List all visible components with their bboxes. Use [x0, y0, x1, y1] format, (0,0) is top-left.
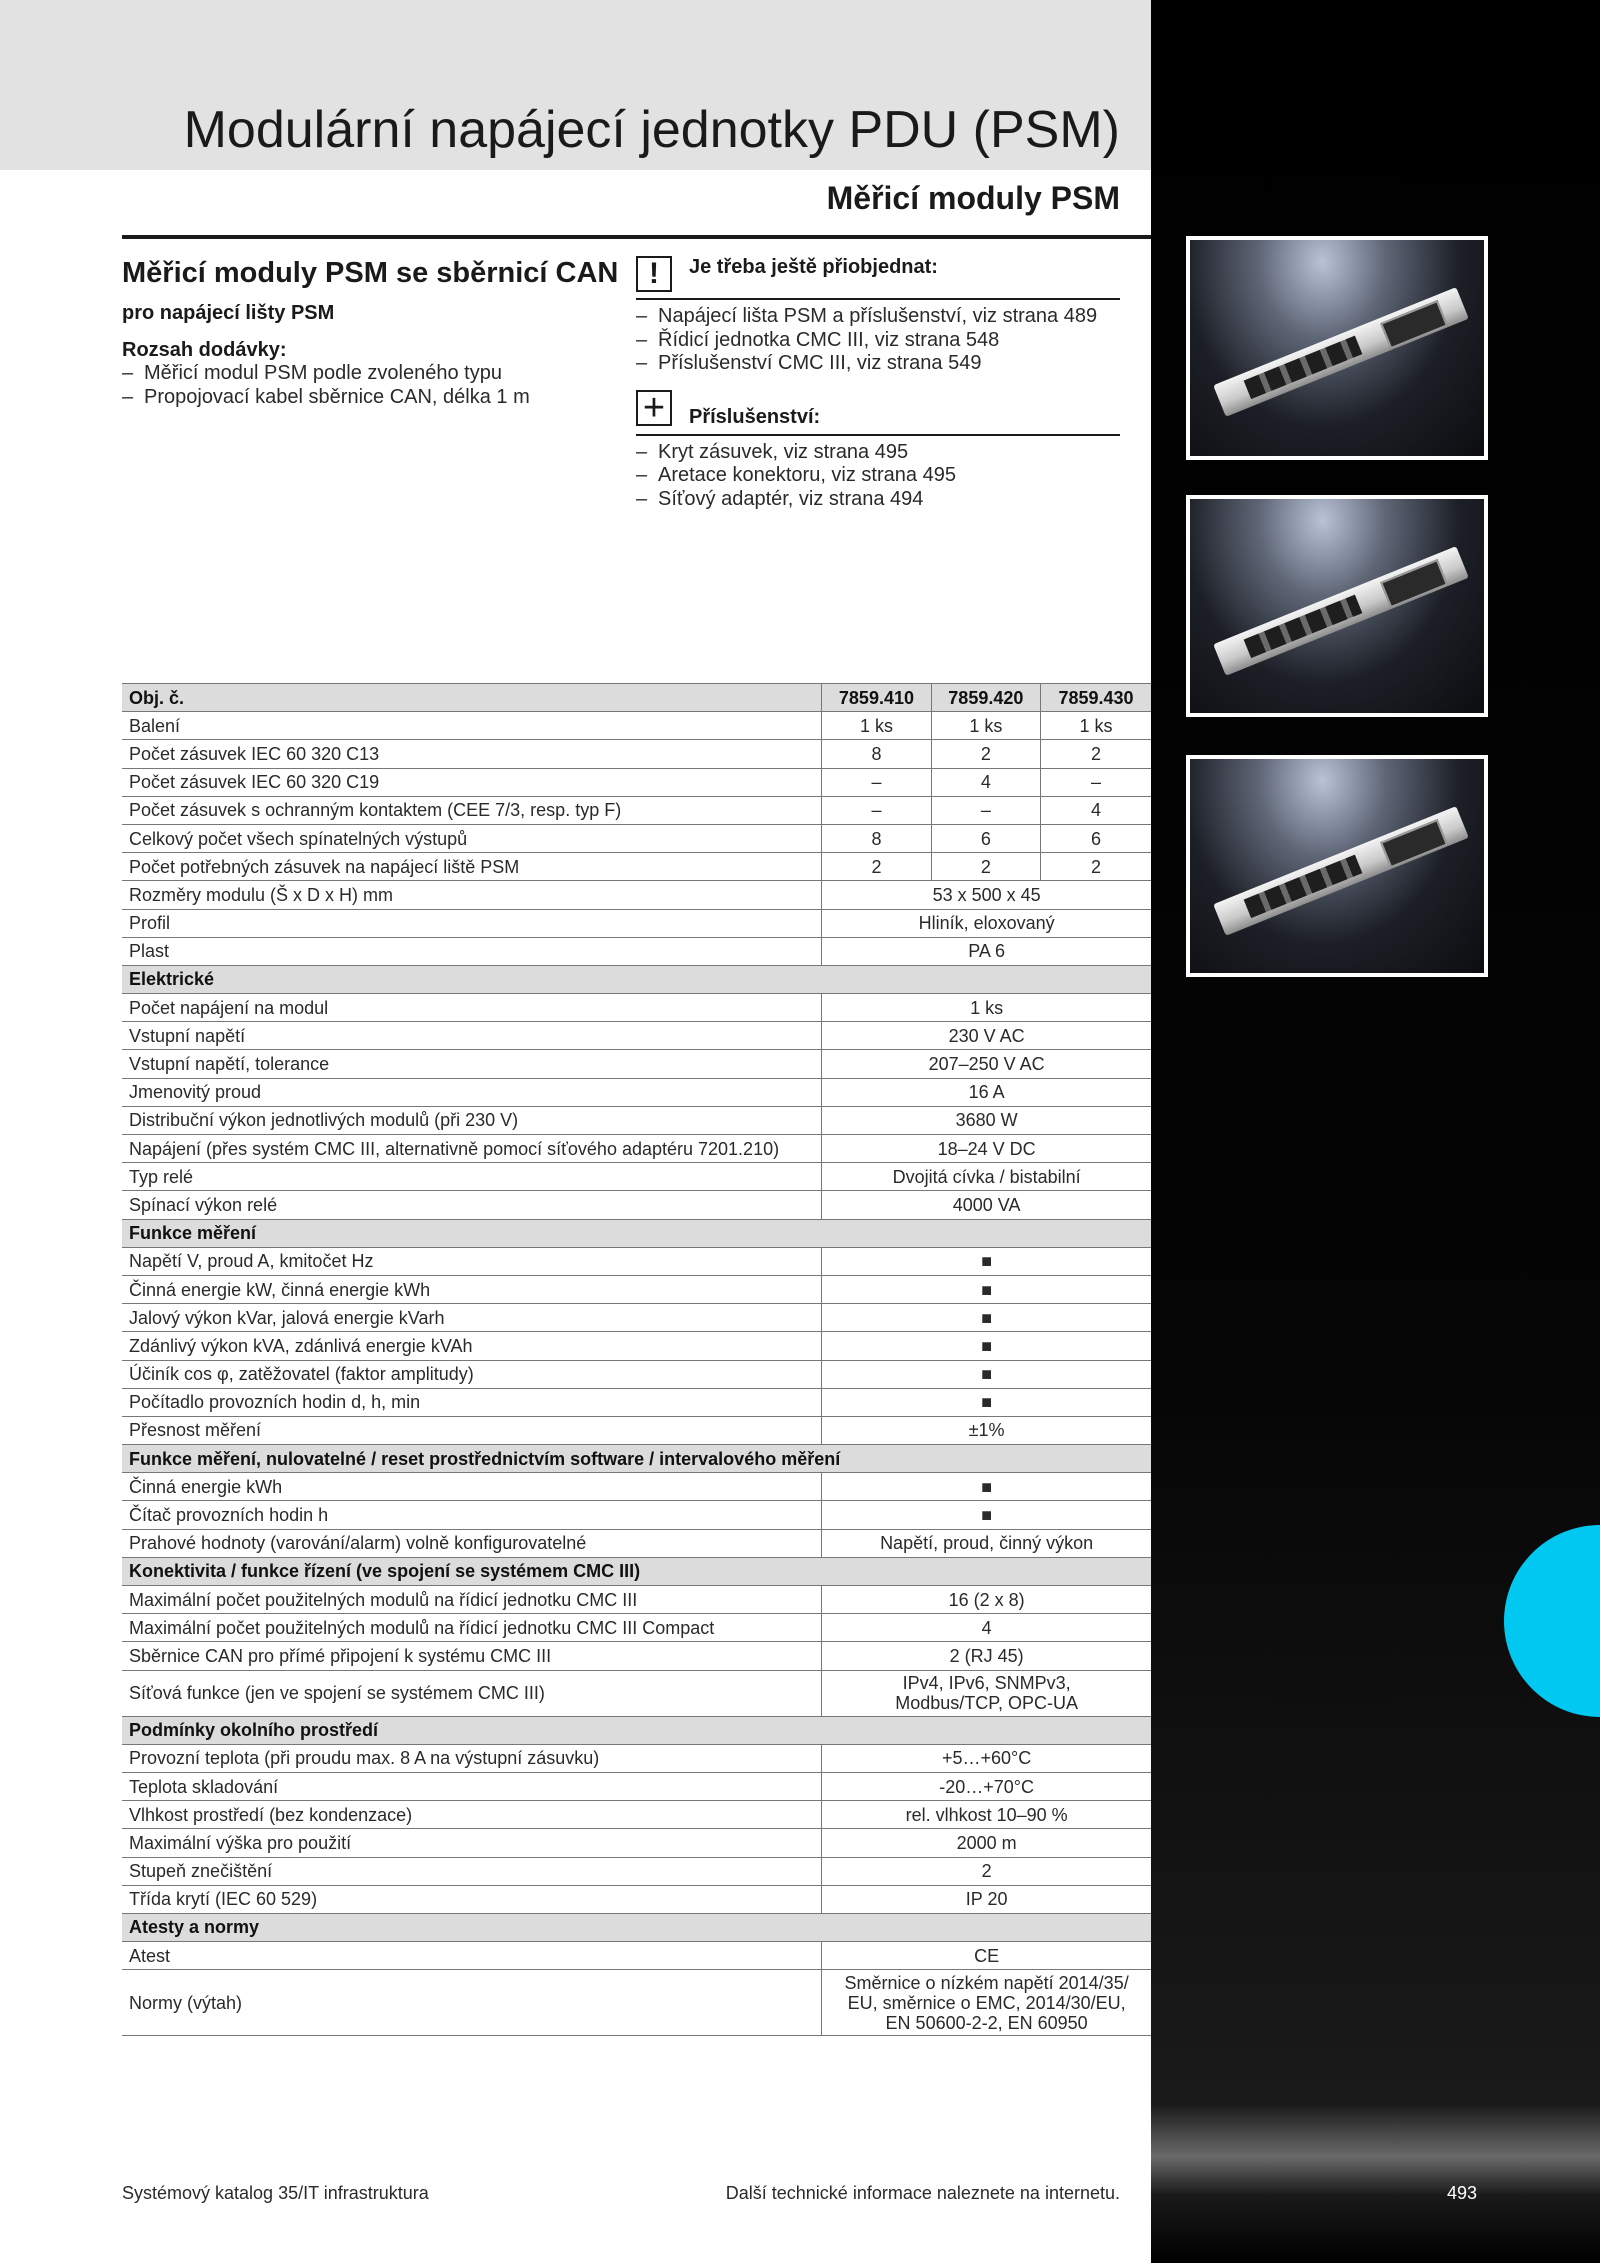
table-row: [122, 712, 1151, 740]
table-cell: 7859.420: [931, 684, 1040, 712]
table-cell: Prahové hodnoty (varování/alarm) volně konfigurovatelné: [122, 1529, 822, 1557]
table-cell: rel. vlhkost 10–90 %: [822, 1801, 1151, 1829]
table-cell: Počet zásuvek IEC 60 320 C19: [122, 768, 822, 796]
table-row: [122, 796, 1151, 824]
table-row: [122, 1106, 1151, 1134]
table-cell: Počet zásuvek s ochranným kontaktem (CEE 7/3, resp. typ F): [122, 796, 822, 824]
table-cell: Balení: [122, 712, 822, 740]
table-cell: ■: [822, 1360, 1151, 1388]
table-cell: PA 6: [822, 937, 1151, 965]
page-title: Modulární napájecí jednotky PDU (PSM): [183, 101, 1120, 159]
table-cell: 1 ks: [822, 994, 1151, 1022]
table-cell: 4: [822, 1614, 1151, 1642]
table-row: [122, 1275, 1151, 1303]
table-cell: ■: [822, 1332, 1151, 1360]
list-item: – Aretace konektoru, viz strana 495: [636, 464, 1120, 488]
accessories-box-title: Příslušenství:: [689, 405, 821, 428]
table-cell: Maximální výška pro použití: [122, 1829, 822, 1857]
order-list: [636, 305, 1120, 376]
table-row: [122, 1135, 1151, 1163]
table-cell: 2: [822, 1857, 1151, 1885]
table-cell: Funkce měření, nulovatelné / reset prostřednictvím software / intervalového měření: [122, 1445, 1151, 1473]
table-cell: 4000 VA: [822, 1191, 1151, 1219]
table-row: [122, 1614, 1151, 1642]
table-row: [122, 1473, 1151, 1501]
order-notes: [636, 256, 1120, 511]
table-row: [122, 1247, 1151, 1275]
table-row: [122, 853, 1151, 881]
pdu-strip-image: [1213, 287, 1469, 417]
table-cell: 230 V AC: [822, 1022, 1151, 1050]
table-cell: Počet napájení na modul: [122, 994, 822, 1022]
list-item: – Příslušenství CMC III, viz strana 549: [636, 352, 1120, 376]
accessories-list: [636, 441, 1120, 512]
table-row: [122, 740, 1151, 768]
order-box-title: Je třeba ještě přiobjednat:: [689, 256, 938, 278]
table-cell: 2: [1041, 853, 1151, 881]
table-cell: 2: [931, 853, 1040, 881]
cell-line: EU, směrnice o EMC, 2014/30/EU,: [847, 1992, 1126, 2013]
list-item: – Kryt zásuvek, viz strana 495: [636, 441, 1120, 465]
table-row: [122, 909, 1151, 937]
table-row: [122, 1744, 1151, 1772]
table-row: [122, 824, 1151, 852]
table-row: [122, 994, 1151, 1022]
table-cell: Přesnost měření: [122, 1416, 822, 1444]
table-cell: Počet zásuvek IEC 60 320 C13: [122, 740, 822, 768]
table-cell: 2: [822, 853, 931, 881]
table-header-row: [122, 684, 1151, 712]
table-cell: 18–24 V DC: [822, 1135, 1151, 1163]
table-cell: [822, 1970, 1151, 2036]
table-cell: 6: [931, 824, 1040, 852]
table-row: [122, 1360, 1151, 1388]
table-row: [122, 1416, 1151, 1444]
table-cell: 1 ks: [1041, 712, 1151, 740]
table-cell: Normy (výtah): [122, 1970, 822, 2036]
table-cell: Stupeň znečištění: [122, 1857, 822, 1885]
scope-heading: Rozsah dodávky:: [122, 339, 287, 361]
table-cell: Sběrnice CAN pro přímé připojení k systému CMC III: [122, 1642, 822, 1670]
table-row: [122, 1772, 1151, 1800]
table-cell: Distribuční výkon jednotlivých modulů (při 230 V): [122, 1106, 822, 1134]
table-cell: –: [931, 796, 1040, 824]
table-cell: 7859.430: [1041, 684, 1151, 712]
table-section-row: [122, 1716, 1151, 1744]
table-cell: Celkový počet všech spínatelných výstupů: [122, 824, 822, 852]
table-cell: –: [1041, 768, 1151, 796]
table-cell: Síťová funkce (jen ve spojení se systémem CMC III): [122, 1670, 822, 1716]
table-cell: 3680 W: [822, 1106, 1151, 1134]
table-cell: ■: [822, 1247, 1151, 1275]
table-cell: Činná energie kWh: [122, 1473, 822, 1501]
table-cell: 53 x 500 x 45: [822, 881, 1151, 909]
table-row: [122, 937, 1151, 965]
table-cell: 2 (RJ 45): [822, 1642, 1151, 1670]
table-section-row: [122, 965, 1151, 993]
table-row: [122, 1332, 1151, 1360]
table-row: [122, 1050, 1151, 1078]
scope-list: [122, 362, 622, 409]
table-section-row: [122, 1557, 1151, 1585]
table-cell: Vstupní napětí: [122, 1022, 822, 1050]
table-cell: Atest: [122, 1942, 822, 1970]
table-cell: ■: [822, 1388, 1151, 1416]
table-cell: Počítadlo provozních hodin d, h, min: [122, 1388, 822, 1416]
table-cell: Vlhkost prostředí (bez kondenzace): [122, 1801, 822, 1829]
table-cell: 2: [931, 740, 1040, 768]
table-cell: Jalový výkon kVar, jalová energie kVarh: [122, 1304, 822, 1332]
table-cell: 1 ks: [931, 712, 1040, 740]
table-cell: 6: [1041, 824, 1151, 852]
footer-catalog: Systémový katalog 35/IT infrastruktura: [122, 2183, 429, 2203]
table-cell: Dvojitá cívka / bistabilní: [822, 1163, 1151, 1191]
table-row: [122, 1801, 1151, 1829]
table-cell: 8: [822, 740, 931, 768]
plus-icon: +: [636, 390, 672, 426]
table-row: [122, 768, 1151, 796]
table-cell: Zdánlivý výkon kVA, zdánlivá energie kVAh: [122, 1332, 822, 1360]
table-cell: Spínací výkon relé: [122, 1191, 822, 1219]
table-row: [122, 1857, 1151, 1885]
table-cell: Profil: [122, 909, 822, 937]
table-cell: Maximální počet použitelných modulů na řídicí jednotku CMC III: [122, 1586, 822, 1614]
table-row: [122, 1163, 1151, 1191]
table-section-row: [122, 1913, 1151, 1941]
list-item: – Síťový adaptér, viz strana 494: [636, 488, 1120, 512]
table-cell: Napětí V, proud A, kmitočet Hz: [122, 1247, 822, 1275]
table-cell: Teplota skladování: [122, 1772, 822, 1800]
intro-subheading: pro napájecí lišty PSM: [122, 302, 335, 324]
table-row: [122, 1829, 1151, 1857]
table-cell: Třída krytí (IEC 60 529): [122, 1885, 822, 1913]
table-cell: Jmenovitý proud: [122, 1078, 822, 1106]
table-cell: 8: [822, 824, 931, 852]
cell-line: Směrnice o nízkém napětí 2014/35/: [844, 1972, 1129, 1993]
table-cell: Provozní teplota (při proudu max. 8 A na výstupní zásuvku): [122, 1744, 822, 1772]
table-cell: Elektrické: [122, 965, 1151, 993]
section-title: Měřicí moduly PSM: [826, 180, 1120, 216]
table-cell: –: [822, 796, 931, 824]
list-item: – Propojovací kabel sběrnice CAN, délka 1 m: [122, 386, 622, 410]
table-row: [122, 881, 1151, 909]
table-cell: IP 20: [822, 1885, 1151, 1913]
header-rule: [122, 235, 1151, 239]
product-photo-2: [1186, 495, 1488, 717]
list-item: – Řídicí jednotka CMC III, viz strana 548: [636, 329, 1120, 353]
table-cell: +5…+60°C: [822, 1744, 1151, 1772]
table-cell: 4: [1041, 796, 1151, 824]
table-cell: 4: [931, 768, 1040, 796]
table-cell: Rozměry modulu (Š x D x H) mm: [122, 881, 822, 909]
table-section-row: [122, 1219, 1151, 1247]
table-cell: 7859.410: [822, 684, 931, 712]
order-box-header: [636, 256, 1120, 300]
table-row: [122, 1642, 1151, 1670]
exclamation-icon: !: [636, 256, 672, 292]
pdu-strip-image: [1213, 806, 1469, 936]
table-cell: 207–250 V AC: [822, 1050, 1151, 1078]
spec-table: [122, 683, 1151, 2036]
intro-block: [122, 256, 622, 409]
table-cell: CE: [822, 1942, 1151, 1970]
cell-line: EN 50600-2-2, EN 60950: [885, 2012, 1088, 2033]
table-cell: Plast: [122, 937, 822, 965]
table-cell: 2: [1041, 740, 1151, 768]
table-cell: Napájení (přes systém CMC III, alternativně pomocí síťového adaptéru 7201.210): [122, 1135, 822, 1163]
table-cell: ■: [822, 1473, 1151, 1501]
footer-info: Další technické informace naleznete na internetu.: [725, 2183, 1120, 2203]
table-cell: -20…+70°C: [822, 1772, 1151, 1800]
table-cell: Napětí, proud, činný výkon: [822, 1529, 1151, 1557]
table-row: [122, 1529, 1151, 1557]
table-cell: [822, 1670, 1151, 1716]
table-cell: 16 (2 x 8): [822, 1586, 1151, 1614]
table-cell: 1 ks: [822, 712, 931, 740]
table-row: [122, 1970, 1151, 2036]
table-row: [122, 1304, 1151, 1332]
table-row: [122, 1670, 1151, 1716]
page-number: 493: [1447, 2183, 1478, 2203]
table-cell: Počet potřebných zásuvek na napájecí liště PSM: [122, 853, 822, 881]
table-row: [122, 1885, 1151, 1913]
table-cell: ■: [822, 1501, 1151, 1529]
table-cell: Hliník, eloxovaný: [822, 909, 1151, 937]
table-section-row: [122, 1445, 1151, 1473]
table-cell: Obj. č.: [122, 684, 822, 712]
table-cell: Atesty a normy: [122, 1913, 1151, 1941]
table-row: [122, 1942, 1151, 1970]
pdu-strip-image: [1213, 546, 1469, 676]
table-row: [122, 1586, 1151, 1614]
table-row: [122, 1501, 1151, 1529]
table-cell: Účiník cos φ, zatěžovatel (faktor amplitudy): [122, 1360, 822, 1388]
table-cell: 16 A: [822, 1078, 1151, 1106]
list-item: – Měřicí modul PSM podle zvoleného typu: [122, 362, 622, 386]
accessories-box-header: [636, 386, 1120, 436]
table-cell: Podmínky okolního prostředí: [122, 1716, 1151, 1744]
list-item: – Napájecí lišta PSM a příslušenství, viz strana 489: [636, 305, 1120, 329]
table-cell: Činná energie kW, činná energie kWh: [122, 1275, 822, 1303]
cell-line: IPv4, IPv6, SNMPv3,: [902, 1673, 1071, 1694]
product-photo-1: [1186, 236, 1488, 460]
table-cell: Vstupní napětí, tolerance: [122, 1050, 822, 1078]
table-cell: ±1%: [822, 1416, 1151, 1444]
table-row: [122, 1022, 1151, 1050]
table-row: [122, 1078, 1151, 1106]
table-cell: Typ relé: [122, 1163, 822, 1191]
table-cell: Maximální počet použitelných modulů na řídicí jednotku CMC III Compact: [122, 1614, 822, 1642]
table-cell: ■: [822, 1275, 1151, 1303]
table-cell: Čítač provozních hodin h: [122, 1501, 822, 1529]
table-cell: Konektivita / funkce řízení (ve spojení se systémem CMC III): [122, 1557, 1151, 1585]
table-cell: –: [822, 768, 931, 796]
table-row: [122, 1191, 1151, 1219]
product-photo-3: [1186, 755, 1488, 977]
cell-line: Modbus/TCP, OPC-UA: [895, 1693, 1078, 1714]
table-cell: 2000 m: [822, 1829, 1151, 1857]
table-cell: ■: [822, 1304, 1151, 1332]
table-row: [122, 1388, 1151, 1416]
table-cell: Funkce měření: [122, 1219, 1151, 1247]
intro-heading: Měřicí moduly PSM se sběrnicí CAN: [122, 257, 619, 289]
